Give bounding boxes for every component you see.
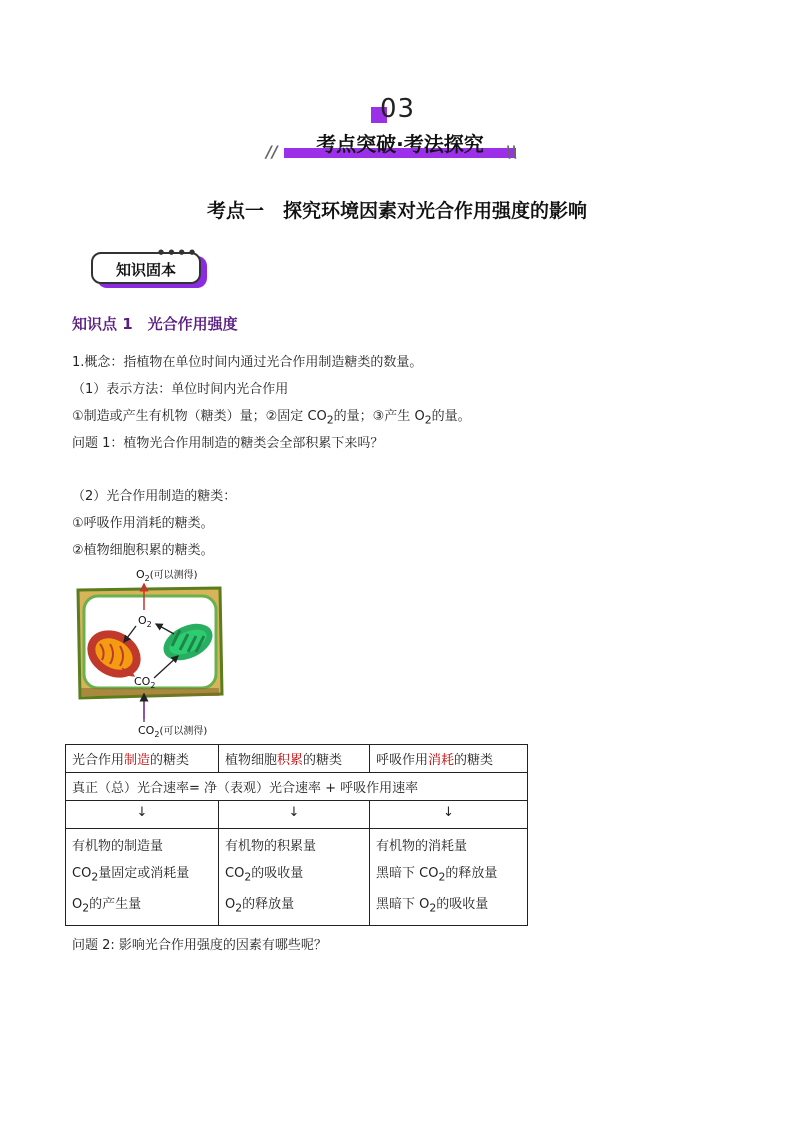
o2-top-note: (可以测得) <box>149 570 198 581</box>
svg-text:CO2: $CO_2$ <box>134 675 156 690</box>
question-1: 问题 1：植物光合作用制造的糖类会全部积累下来吗？ <box>72 436 384 451</box>
arrow-cell: ↓ <box>219 801 370 829</box>
header-cell-made: 光合作用制造的糖类 <box>66 745 219 773</box>
table-header-row <box>66 745 528 773</box>
svg-text:CO2(可以测得): $CO_2$(可以测得) <box>138 724 208 739</box>
slash-decoration-left: // <box>266 142 278 161</box>
paragraph-2-item-a: ①呼吸作用消耗的糖类。 <box>72 516 214 531</box>
items-line: ①制造或产生有机物（糖类）量；②固定 $CO_2$的量；③产生 $O_2$的量。 <box>72 409 471 427</box>
header-cell-consumed: 呼吸作用消耗的糖类 <box>370 745 528 773</box>
photosynthesis-table <box>65 744 528 926</box>
topic-title: 考点一 探究环境因素对光合作用强度的影响 <box>206 200 587 222</box>
detail-cell-made: 有机物的制造量 $CO_2$量固定或消耗量 $O_2$的产生量 <box>66 829 219 926</box>
arrow-cell: ↓ <box>66 801 219 829</box>
badge-binder-rings: ● ● ● ● <box>158 248 197 256</box>
paragraph-2-item-b: ②植物细胞积累的糖类。 <box>72 543 214 558</box>
section-title: 考点突破·考法探究 <box>316 132 484 156</box>
svg-text:O2(可以测得): $O_2$(可以测得) <box>136 568 198 583</box>
co2-mid-label: CO <box>134 675 151 688</box>
o2-top-label: O <box>136 568 145 581</box>
badge-label: 知识固本 <box>115 261 176 279</box>
knowledge-point-title: 知识点 1 光合作用强度 <box>72 315 238 333</box>
svg-text:O2: $O_2$ <box>138 614 152 629</box>
arrow-cell: ↓ <box>370 801 528 829</box>
o2-mid-label: O <box>138 614 147 627</box>
slash-decoration-right: \\ <box>506 142 518 161</box>
paragraph-2-heading: （2）光合作用制造的糖类： <box>72 489 237 504</box>
method-line: （1）表示方法：单位时间内光合作用 <box>72 382 289 397</box>
formula-cell: 真正（总）光合速率= 净（表观）光合速率 + 呼吸作用速率 <box>66 773 528 801</box>
formula-row <box>66 773 528 801</box>
co2-bottom-label: CO <box>138 724 155 737</box>
section-number: 03 <box>380 94 416 124</box>
detail-cell-accumulated: 有机物的积累量 $CO_2$的吸收量 $O_2$的释放量 <box>219 829 370 926</box>
arrow-row <box>66 801 528 829</box>
plant-cell-diagram <box>70 564 235 740</box>
detail-row <box>66 829 528 926</box>
co2-bottom-note: (可以测得) <box>159 726 208 737</box>
header-cell-accumulated: 植物细胞积累的糖类 <box>219 745 370 773</box>
detail-cell-consumed: 有机物的消耗量 黑暗下 $CO_2$的释放量 黑暗下 $O_2$的吸收量 <box>370 829 528 926</box>
concept-line: 1.概念：指植物在单位时间内通过光合作用制造糖类的数量。 <box>72 355 423 370</box>
question-2: 问题 2: 影响光合作用强度的因素有哪些呢？ <box>72 938 327 953</box>
